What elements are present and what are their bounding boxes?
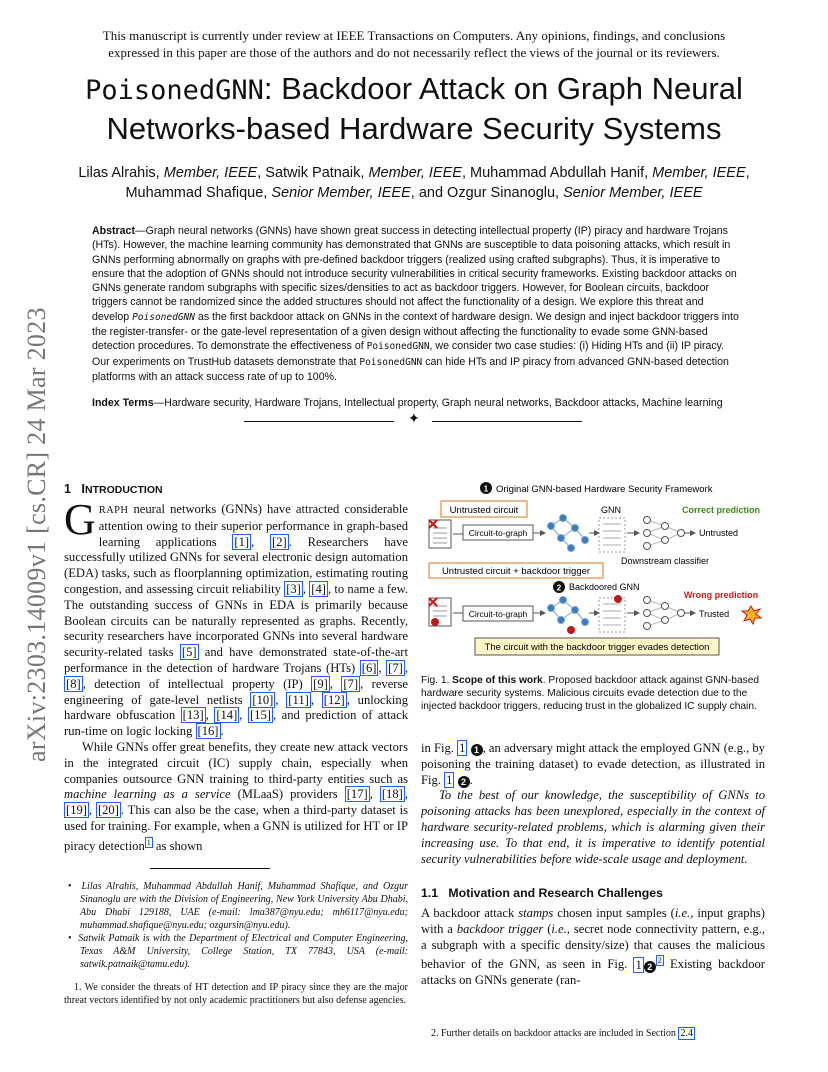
affiliation-text: Lilas Alrahis, Muhammad Abdullah Hanif, Muhammad Shafique, and Ozgur Sinanoglu are with the Division of Engineering, New York University Abu Dhabi, Abu Dhabi 129188, UAE (e-mail: lma387@nyu.edu; mh6117@nyu.edu; muhammad.shafique@nyu.edu; ozgursin@nyu.edu). bbox=[80, 881, 408, 931]
figure-1 bbox=[421, 478, 769, 670]
footnote-link[interactable]: 1 bbox=[146, 837, 151, 847]
intro-text: , bbox=[310, 692, 322, 707]
body-text: A backdoor attack bbox=[421, 906, 519, 920]
intro-text: (MLaaS) providers bbox=[230, 787, 345, 802]
citation-link[interactable]: [12] bbox=[323, 692, 345, 707]
section-link[interactable]: 2.4 bbox=[680, 1028, 693, 1039]
downstream-classifier-label: Downstream classifier bbox=[620, 556, 710, 566]
body-emphasis: stamps bbox=[518, 906, 554, 920]
intro-text: . This can also be the case, when a third-party dataset is used for training. For example, when a GNN is utilized for HT or IP piracy detection bbox=[64, 803, 408, 853]
citation-link[interactable]: [17] bbox=[346, 787, 368, 802]
citation-link[interactable]: [16] bbox=[197, 724, 219, 739]
classifier-network-icon bbox=[644, 597, 685, 630]
circuit-graph-icon bbox=[548, 515, 589, 552]
intro-text: . bbox=[220, 724, 224, 739]
abstract-text: —Graph neural networks (GNNs) have shown great success in detecting intellectual property (IP) piracy and hardware Trojans (HTs). However, the machine learning community has demonstrated that GNNs are susceptible to data poisoning attacks, which result in GNNs performing abnormally on graphs with pre-defined backdoor triggers (realized using crafted subgraphs). Thus, it is imperative to ensure that the adoption of GNNs should not introduce security vulnerabilities in critical security frameworks. Existing backdoor attacks on GNNs generate random subgraphs with specific sizes/densities to act as backdoor triggers. However, for Boolean circuits, backdoor triggers cannot be randomized since the added structures should not affect the functionality of a design. We explore this threat and develop bbox=[92, 225, 737, 323]
title-system-name: PoisonedGNN bbox=[85, 75, 264, 106]
section-heading-introduction bbox=[64, 481, 408, 496]
section-heading-first: I bbox=[81, 481, 85, 496]
figure-link[interactable]: 1 bbox=[446, 772, 453, 787]
intro-text: , bbox=[378, 660, 387, 675]
body-text: chosen input samples ( bbox=[553, 906, 675, 920]
title-part1: : Backdoor Attack on Graph Neural bbox=[263, 71, 743, 106]
intro-text: , bbox=[404, 787, 408, 802]
lead-word: RAPH bbox=[98, 505, 129, 516]
gnn-label: GNN bbox=[601, 505, 621, 515]
intro-text: , detection of intellectual property (IP) bbox=[82, 676, 312, 691]
right-body bbox=[421, 741, 765, 867]
step-1-number: 1 bbox=[483, 484, 489, 494]
author-text: , bbox=[745, 165, 750, 181]
separator-line bbox=[432, 421, 582, 422]
abstract-text: can hide HTs and IP piracy from advanced GNN-based detection platforms with an attack success rate of up to 100%. bbox=[92, 355, 729, 383]
intro-text: , unlocking hardware obfuscation bbox=[64, 692, 409, 723]
intro-text: neural networks (GNNs) have attracted considerable attention owing to their superior performance in graph-based learning applications bbox=[98, 502, 408, 549]
body-text: Existing backdoor attacks on GNNs generate (ran- bbox=[421, 957, 765, 988]
title-part2: Networks-based Hardware Security Systems bbox=[106, 111, 722, 146]
review-notice bbox=[60, 27, 768, 61]
triggered-graph-icon bbox=[548, 597, 589, 634]
evades-detection-label: The circuit with the backdoor trigger evades detection bbox=[484, 642, 710, 653]
body-emphasis: i.e. bbox=[674, 906, 691, 920]
footnote-2 bbox=[421, 1027, 765, 1040]
step-2-number: 2 bbox=[556, 583, 562, 593]
body-text: ( bbox=[543, 921, 552, 936]
intro-text: , bbox=[251, 534, 271, 549]
wrong-prediction-label: Wrong prediction bbox=[683, 590, 759, 600]
citation-link[interactable]: [7] bbox=[388, 660, 403, 675]
step-1-title: Original GNN-based Hardware Security Framework bbox=[496, 484, 713, 495]
body-emphasis: To the best of our knowledge, the susceptibility of GNNs to poisoning attacks has been unexplored, especially in the context of hardware security-related problems, which is alarming given their increasing use. To that end, it is imperative to identify potential security vulnerabilities before wide-scale usage and deployment. bbox=[421, 788, 765, 866]
circuit-document-icon bbox=[429, 520, 451, 548]
abstract-text: , we consider two case studies: (i) Hiding HTs and (ii) IP piracy. Our experiments on TrustHub datasets demonstrate that bbox=[92, 340, 725, 368]
citation-link[interactable]: [19] bbox=[66, 803, 87, 818]
figure-link[interactable]: 1 bbox=[635, 957, 642, 972]
intro-text: , bbox=[404, 660, 409, 675]
backdoored-gnn-label: Backdoored GNN bbox=[569, 582, 640, 592]
citation-link[interactable]: [7] bbox=[343, 676, 359, 691]
intro-text: and have demonstrated state-of-the-art performance in the detection of hardware Trojans (HTs) bbox=[64, 645, 408, 675]
abstract-text: as the first backdoor attack on GNNs in the context of hardware design. We design and inject backdoor triggers into the register-transfer- or the gate-level representation of a given design without affecting the functionality to evade some GNN-based detection procedures. To demonstrate the effectiveness of bbox=[92, 310, 739, 353]
citation-link[interactable]: [1] bbox=[234, 534, 250, 549]
intro-text: , bbox=[369, 787, 380, 802]
author-text: Lilas Alrahis, bbox=[78, 165, 164, 181]
intro-body bbox=[64, 495, 409, 855]
arxiv-stamp-text: arXiv:2303.14009v1 [cs.CR] 24 Mar 2023 bbox=[22, 307, 51, 762]
section-number: 1 bbox=[64, 482, 71, 496]
citation-link[interactable]: [2] bbox=[272, 534, 287, 549]
drop-cap: G bbox=[64, 495, 96, 544]
abstract-label: Abstract bbox=[92, 225, 135, 237]
caption-text: . Proposed backdoor attack against GNN-based hardware security systems. Malicious circuits evade detection due to the injected backdoor triggers, reducing trust in the globalized IC supply chain. bbox=[421, 675, 760, 712]
author-text: Muhammad Shafique, bbox=[125, 185, 272, 201]
citation-link[interactable]: [18] bbox=[381, 787, 403, 802]
intro-text: , bbox=[302, 581, 310, 596]
body-text: . bbox=[469, 772, 473, 787]
citation-link[interactable]: [20] bbox=[97, 803, 119, 818]
footnote-number: 2. bbox=[431, 1028, 439, 1039]
citation-link[interactable]: [3] bbox=[286, 581, 301, 596]
figure-1-diagram bbox=[421, 478, 769, 670]
untrusted-trigger-label: Untrusted circuit + backdoor trigger bbox=[441, 566, 591, 577]
abstract bbox=[92, 224, 740, 384]
author-list bbox=[50, 163, 778, 203]
section-separator bbox=[244, 411, 584, 428]
author-text: , Satwik Patnaik, bbox=[257, 165, 369, 181]
body-text: , input graphs) with a bbox=[421, 906, 765, 936]
body-emphasis: i.e. bbox=[551, 921, 567, 936]
right-paragraph-1 bbox=[421, 741, 765, 788]
intro-text: , reverse engineering of gate-level netlists bbox=[64, 676, 408, 707]
untrusted-output: Untrusted bbox=[699, 528, 739, 538]
intro-text: , to name a few. The outstanding success of GNNs in EDA is primarily because Boolean circuits can be naturally represented as graphs. Recently, security researchers have incorporated GNNs into several hardware security-related tasks bbox=[64, 581, 409, 660]
intro-text: , and prediction of attack run-time on logic locking bbox=[64, 708, 408, 739]
citation-link[interactable]: [9] bbox=[313, 676, 328, 691]
arxiv-stamp bbox=[22, 282, 52, 762]
intro-text: , bbox=[329, 676, 342, 691]
step-badge-icon: 2 bbox=[644, 961, 656, 973]
trusted-output: Trusted bbox=[699, 609, 730, 619]
author-grade: Senior Member, IEEE bbox=[563, 185, 703, 201]
citation-link[interactable]: [15] bbox=[249, 708, 271, 723]
footnote-number: 1. bbox=[74, 982, 82, 993]
affiliation-2: • Satwik Patnaik is with the Department of Electrical and Computer Engineering, Texas A&M University, College Station, TX 77843, USA (e-mail: satwik.patnaik@tamu.edu). bbox=[68, 933, 408, 970]
motivation-paragraph bbox=[421, 906, 765, 989]
citation-link[interactable]: [4] bbox=[311, 581, 326, 596]
index-terms-text: —Hardware security, Hardware Trojans, Intellectual property, Graph neural networks, Backdoor attacks, Machine learning bbox=[153, 397, 723, 409]
intro-text: While GNNs offer great benefits, they create new attack vectors in the integrated circuit (IC) supply chain, especially when companies outsource GNN training to third-party entities such as bbox=[64, 739, 408, 786]
caption-label: Fig. 1. bbox=[421, 675, 450, 686]
circuit-to-graph-label-2: Circuit-to-graph bbox=[468, 609, 528, 619]
gnn-block-icon bbox=[599, 518, 625, 552]
footnote-rule bbox=[150, 868, 270, 869]
intro-text: . Researchers have successfully utilized GNNs for several electronic design automation (EDA) tasks, such as floorplanning optimization, estimating routing congestion, and assessing circuit reliability bbox=[64, 534, 408, 596]
classifier-network-icon bbox=[644, 517, 685, 550]
intro-text: , bbox=[88, 803, 96, 818]
abstract-system-name: PoisonedGNN bbox=[132, 311, 195, 323]
citation-link[interactable]: [14] bbox=[216, 708, 238, 723]
body-text: in Fig. bbox=[421, 741, 458, 755]
intro-text: , bbox=[239, 708, 248, 723]
separator-line bbox=[244, 421, 394, 422]
author-text: , Muhammad Abdullah Hanif, bbox=[461, 165, 653, 181]
poisoned-document-icon bbox=[429, 598, 451, 626]
step-badge-icon: 2 bbox=[458, 776, 470, 788]
author-grade: Member, IEEE bbox=[652, 165, 746, 181]
affiliation-text: Satwik Patnaik is with the Department of Electrical and Computer Engineering, Texas A&M University, College Station, TX 77843, USA (e-mail: satwik.patnaik@tamu.edu). bbox=[78, 933, 408, 970]
explosion-icon bbox=[742, 606, 761, 624]
intro-emphasis: machine learning as a service bbox=[64, 787, 231, 802]
right-paragraph-2 bbox=[421, 788, 765, 867]
abstract-system-name: PoisonedGNN bbox=[366, 341, 430, 353]
index-terms bbox=[92, 396, 752, 410]
footnote-link[interactable]: 2 bbox=[657, 956, 662, 966]
body-emphasis: backdoor trigger bbox=[456, 921, 544, 936]
figure-link[interactable]: 1 bbox=[459, 741, 466, 755]
intro-paragraph-2 bbox=[64, 740, 408, 855]
untrusted-circuit-label: Untrusted circuit bbox=[449, 505, 519, 516]
author-text: , and Ozgur Sinanoglu, bbox=[410, 185, 564, 201]
body-text: , an adversary might attack the employed GNN (e.g., by poisoning the training dataset) to evade detection, as illustrated in Fig. bbox=[421, 741, 765, 787]
intro-text: , bbox=[205, 708, 215, 723]
footnote-1 bbox=[64, 981, 408, 1007]
trigger-marker-icon bbox=[614, 595, 622, 603]
caption-bold: Scope of this work bbox=[452, 675, 543, 686]
review-notice-line1: This manuscript is currently under review at IEEE Transactions on Computers. Any opinions, findings, and conclusions bbox=[102, 28, 726, 43]
author-grade: Senior Member, IEEE bbox=[271, 185, 411, 201]
subsection-number: 1.1 bbox=[421, 886, 439, 900]
section-heading-rest: NTRODUCTION bbox=[85, 484, 163, 496]
citation-link[interactable]: [8] bbox=[66, 676, 81, 691]
backdoored-gnn-block-icon bbox=[599, 598, 625, 632]
paper-title bbox=[40, 70, 788, 148]
index-terms-label: Index Terms bbox=[92, 397, 154, 409]
citation-link[interactable]: [6] bbox=[361, 660, 377, 675]
footnote-text: Further details on backdoor attacks are included in Section bbox=[438, 1028, 679, 1039]
review-notice-line2: expressed in this paper are those of the authors and do not necessarily reflect the views of the journal or its reviewers. bbox=[108, 45, 720, 60]
affiliations bbox=[64, 880, 408, 1007]
diamond-star-icon: ✦ bbox=[408, 411, 420, 427]
abstract-system-name: PoisonedGNN bbox=[359, 356, 423, 368]
author-grade: Member, IEEE bbox=[368, 165, 462, 181]
subsection-heading bbox=[421, 886, 765, 900]
step-badge-icon: 1 bbox=[471, 744, 483, 756]
circuit-to-graph-label: Circuit-to-graph bbox=[468, 528, 528, 538]
citation-link[interactable]: [13] bbox=[182, 708, 204, 723]
affiliation-1: • Lilas Alrahis, Muhammad Abdullah Hanif, Muhammad Shafique, and Ozgur Sinanoglu are with the Division of Engineering, New York University Abu Dhabi, Abu Dhabi 129188, UAE (e-mail: lma387@nyu.edu; mh6117@nyu.edu; muhammad.shafique@nyu.edu; ozgursin@nyu.edu). bbox=[68, 881, 408, 931]
citation-link[interactable]: [5] bbox=[181, 645, 197, 660]
correct-prediction-label: Correct prediction bbox=[681, 505, 761, 515]
footnote-text: We consider the threats of HT detection and IP piracy since they are the major threat vectors identified by not only academic practitioners but also defense agencies. bbox=[64, 982, 408, 1006]
intro-text: , bbox=[275, 692, 287, 707]
figure-caption bbox=[421, 675, 765, 713]
body-text: , secret node connectivity pattern, e.g., a subgraph with a specific density/size) that causes the malicious behavior of the GNN, as seen in Fig. bbox=[421, 921, 766, 972]
author-grade: Member, IEEE bbox=[163, 165, 258, 181]
citation-link[interactable]: [10] bbox=[252, 692, 274, 707]
citation-link[interactable]: [11] bbox=[288, 692, 309, 707]
intro-text: as shown bbox=[152, 838, 203, 853]
subsection-title: Motivation and Research Challenges bbox=[448, 886, 663, 900]
